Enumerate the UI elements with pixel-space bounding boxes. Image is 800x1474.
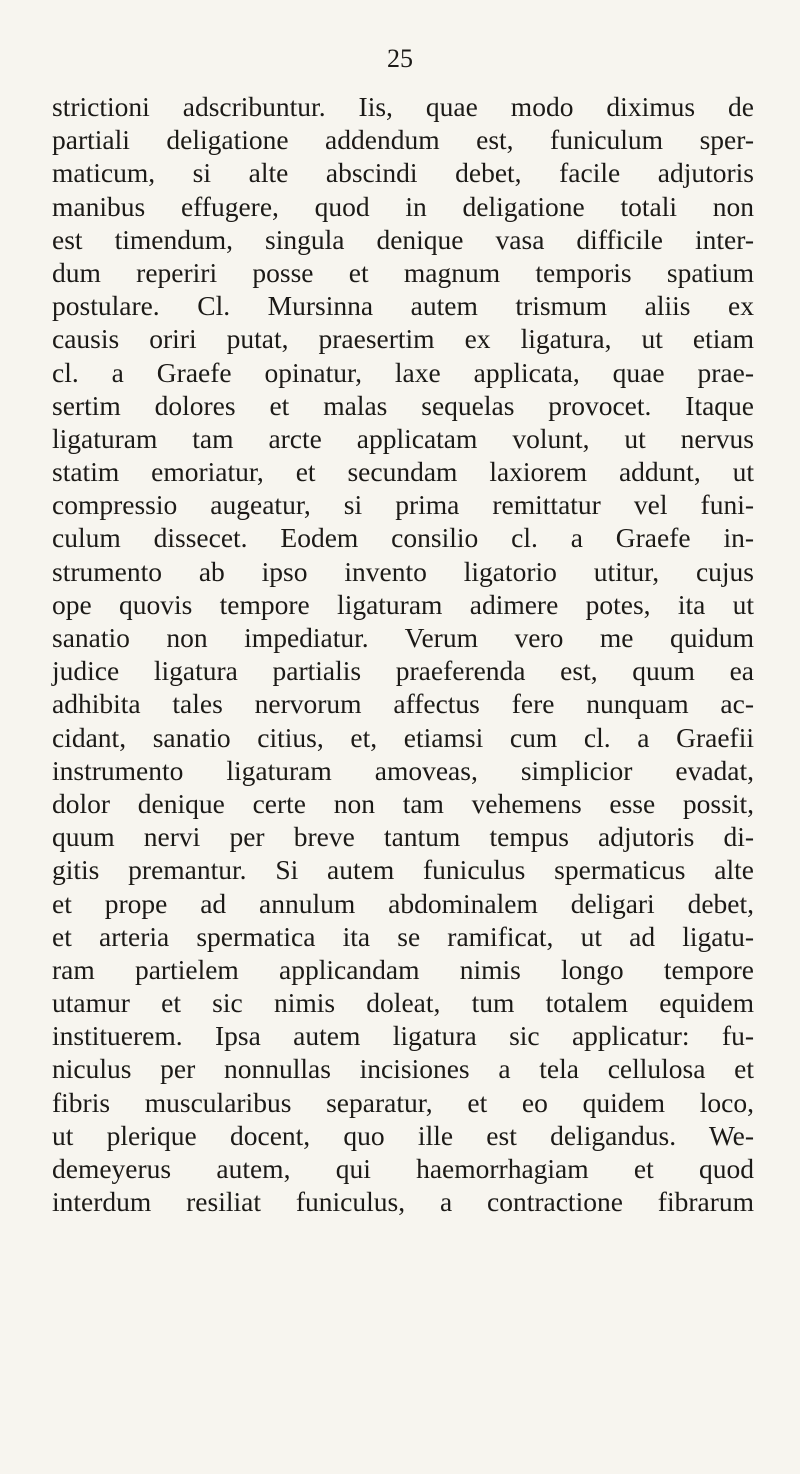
text-line: demeyerus autem, qui haemorrhagiam et quod bbox=[52, 1153, 754, 1184]
text-line: strumento ab ipso invento ligatorio utitur, cujus bbox=[52, 555, 754, 587]
text-line: judice ligatura partialis praeferenda est, quum ea bbox=[52, 655, 754, 687]
text-line: quum nervi per breve tantum tempus adjutoris di- bbox=[52, 821, 754, 853]
text-line: est timendum, singula denique vasa difficile inter- bbox=[52, 223, 754, 255]
text-line: et arteria spermatica ita se ramificat, ut ad ligatu- bbox=[52, 920, 754, 952]
text-line: statim emoriatur, et secundam laxiorem addunt, ut bbox=[52, 456, 754, 488]
text-line: dolor denique certe non tam vehemens esse possit, bbox=[52, 787, 754, 819]
text-line: ope quovis tempore ligaturam adimere potes, ita ut bbox=[52, 588, 754, 620]
text-line: ut plerique docent, quo ille est deligandus. We- bbox=[52, 1119, 754, 1151]
text-line: dum reperiri posse et magnum temporis spatium bbox=[52, 256, 754, 288]
text-line: compressio augeatur, si prima remittatur vel funi- bbox=[52, 489, 754, 521]
text-line: instrumento ligaturam amoveas, simplicior evadat, bbox=[52, 754, 754, 786]
text-line: sertim dolores et malas sequelas provocet. Itaque bbox=[52, 389, 754, 421]
text-line: ligaturam tam arcte applicatam volunt, ut nervus bbox=[52, 422, 754, 454]
text-line: strictioni adscribuntur. Iis, quae modo diximus de bbox=[52, 91, 754, 122]
text-line: maticum, si alte abscindi debet, facile adjutoris bbox=[52, 157, 754, 189]
text-line: postulare. Cl. Mursinna autem trismum aliis ex bbox=[52, 290, 754, 322]
text-line: instituerem. Ipsa autem ligatura sic applicatur: fu- bbox=[52, 1020, 754, 1052]
text-line: fibris muscularibus separatur, et eo quidem loco, bbox=[52, 1086, 754, 1118]
text-line: causis oriri putat, praesertim ex ligatura, ut etiam bbox=[52, 323, 754, 355]
text-line: et prope ad annulum abdominalem deligari debet, bbox=[52, 887, 754, 919]
text-line: cidant, sanatio citius, et, etiamsi cum cl. a Graefii bbox=[52, 721, 754, 753]
text-line: cl. a Graefe opinatur, laxe applicata, quae prae- bbox=[52, 356, 754, 388]
text-line: partiali deligatione addendum est, funiculum sper- bbox=[52, 124, 754, 156]
text-line: interdum resiliat funiculus, a contractione fibrarum bbox=[52, 1186, 754, 1218]
text-line: adhibita tales nervorum affectus fere nunquam ac- bbox=[52, 688, 754, 720]
text-line: manibus effugere, quod in deligatione totali non bbox=[52, 190, 754, 222]
page-number: 25 bbox=[387, 44, 413, 73]
text-line: ram partielem applicandam nimis longo tempore bbox=[52, 953, 754, 985]
text-line: gitis premantur. Si autem funiculus spermaticus alte bbox=[52, 854, 754, 886]
body-text bbox=[52, 90, 754, 1218]
text-line: niculus per nonnullas incisiones a tela cellulosa et bbox=[52, 1053, 754, 1085]
text-line: sanatio non impediatur. Verum vero me quidum bbox=[52, 622, 754, 653]
text-line: culum dissecet. Eodem consilio cl. a Graefe in- bbox=[52, 522, 754, 554]
text-line: utamur et sic nimis doleat, tum totalem equidem bbox=[52, 987, 754, 1019]
